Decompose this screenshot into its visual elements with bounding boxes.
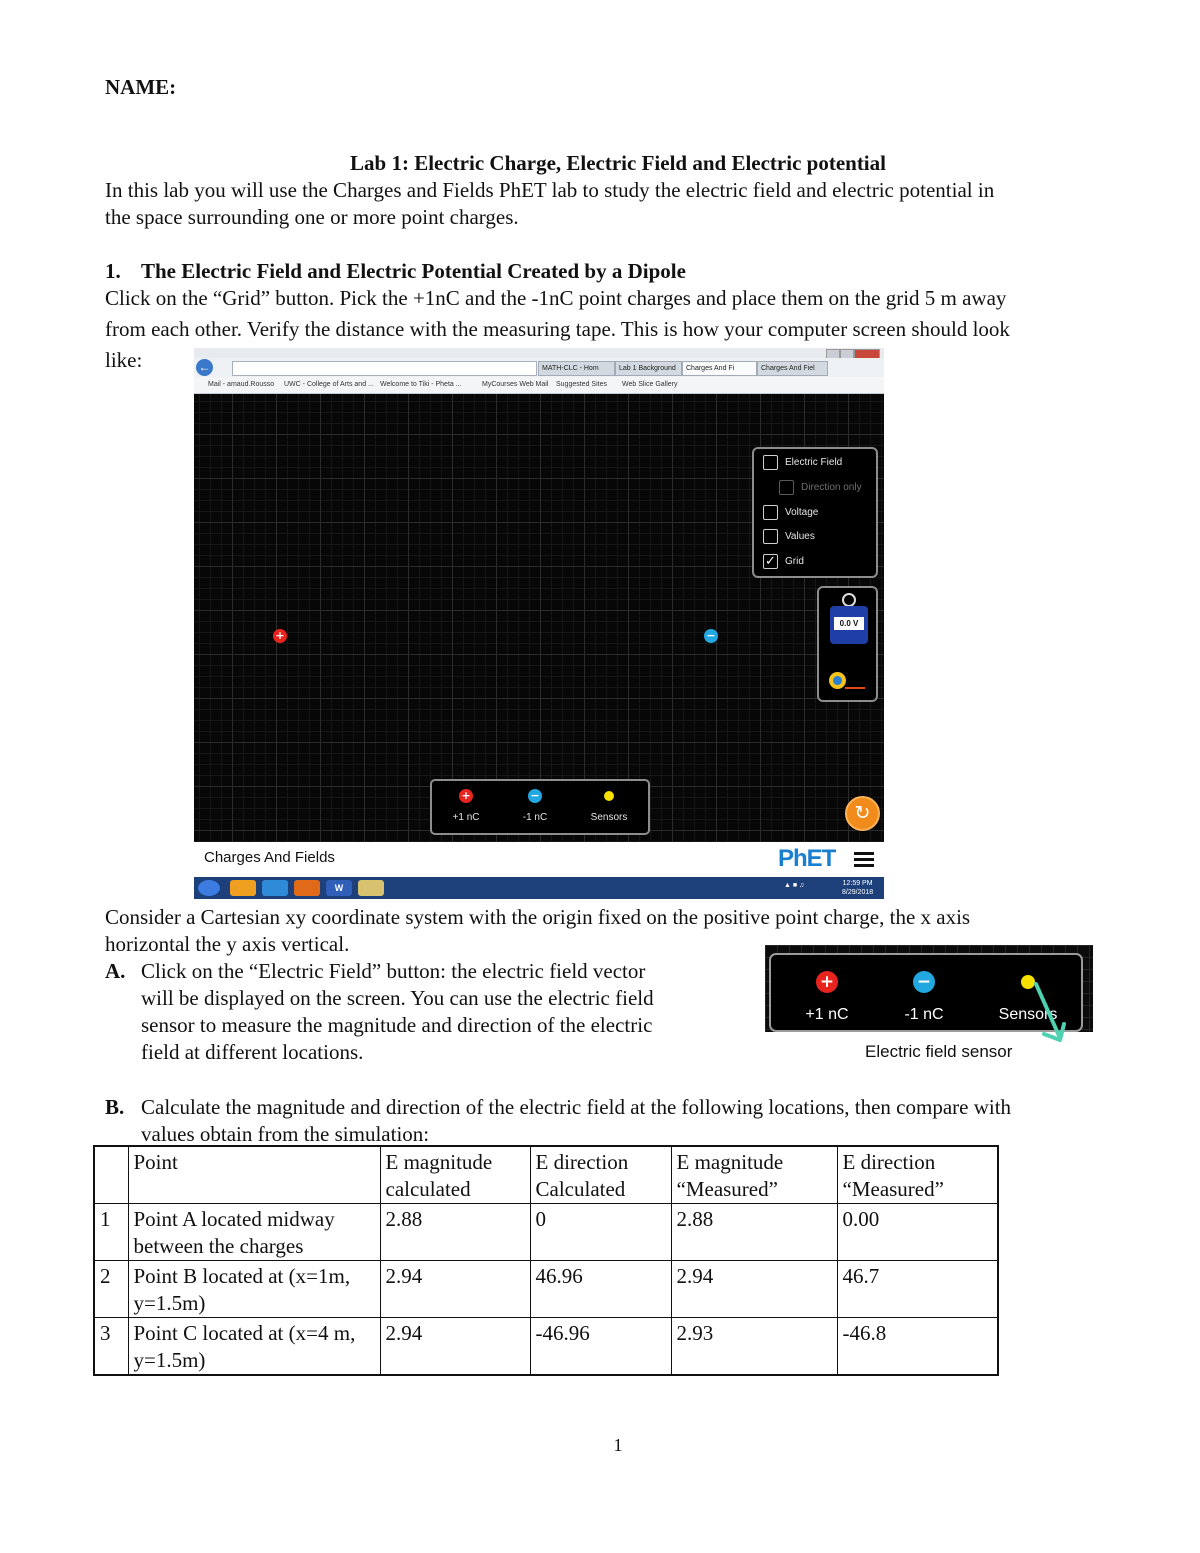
table-row [94,1261,998,1318]
direction-only-label: Direction only [801,482,862,493]
control-panel [752,447,878,578]
part-a-line-3: sensor to measure the magnitude and direction of the electric [141,1013,653,1037]
table-row [94,1318,998,1376]
values-checkbox[interactable] [763,528,815,546]
table-header-cell: E magnitude “Measured” [671,1146,837,1204]
window-titlebar [194,348,884,358]
positive-charge-label: +1 nC [452,812,480,823]
phet-logo[interactable]: PhET [778,845,836,872]
table-cell: 2 [94,1261,128,1318]
sensor-pointer-arrow-icon [1030,980,1070,1046]
browser-tab-4[interactable]: Charges And Fiel [757,361,828,376]
table-cell: 0 [530,1204,671,1261]
part-b-label: B. [105,1095,125,1119]
negative-charge-icon[interactable]: − [528,789,542,803]
phet-screenshot [194,348,884,899]
bookmark-2[interactable]: UWC - College of Arts and ... [284,381,374,388]
name-label: NAME: [105,75,177,99]
coordinate-line-2: horizontal the y axis vertical. [105,932,350,956]
values-label: Values [785,531,815,542]
internet-explorer-icon[interactable] [262,880,288,896]
sim-title: Charges And Fields [204,849,335,866]
checkmark-icon: ✓ [763,554,778,569]
table-cell: Point B located at (x=1m, y=1.5m) [128,1261,380,1318]
part-a-line-1: Click on the “Electric Field” button: the electric field vector [141,959,646,983]
part-a-label: A. [105,959,126,983]
start-button-icon[interactable] [198,880,220,896]
placed-negative-charge-icon[interactable]: − [704,629,718,643]
part-a-line-2: will be displayed on the screen. You can use the electric field [141,986,654,1010]
section-line-2: from each other. Verify the distance with the measuring tape. This is how your computer screen should look [105,317,1010,341]
charge-palette [430,779,650,835]
direction-only-checkbox[interactable] [779,479,862,497]
voltmeter-handle-icon[interactable] [842,593,856,607]
toolbox-panel [817,586,878,702]
table-cell: 2.88 [380,1204,530,1261]
table-cell: 1 [94,1204,128,1261]
section-line-3: like: [105,348,143,372]
table-header-row [94,1146,998,1204]
browser-tab-2[interactable]: Lab 1 Background [615,361,682,376]
checkbox-icon [779,480,794,495]
taskbar-clock [842,879,873,897]
closeup-positive-charge-icon: + [816,971,838,993]
closeup-positive-label: +1 nC [805,1006,849,1023]
table-cell: 2.93 [671,1318,837,1376]
table-header-cell: E direction Calculated [530,1146,671,1204]
placed-positive-charge-icon[interactable]: + [273,629,287,643]
electric-field-label: Electric Field [785,457,843,468]
folder-icon[interactable] [358,880,384,896]
part-a-line-4: field at different locations. [141,1040,364,1064]
grid-label: Grid [785,556,804,567]
table-cell: 2.94 [671,1261,837,1318]
section-line-1: Click on the “Grid” button. Pick the +1nC and the -1nC point charges and place them on the grid 5 m away [105,286,1007,310]
voltmeter-reading: 0.0 V [834,617,864,630]
table-header-cell: Point [128,1146,380,1204]
table-cell: Point C located at (x=4 m, y=1.5m) [128,1318,380,1376]
clock-date: 8/29/2018 [842,889,874,896]
browser-tab-1[interactable]: MATH-CLC - Hom [538,361,615,376]
voltmeter-tool[interactable] [830,606,868,644]
measuring-tape-icon[interactable] [829,672,846,689]
part-b-line-2: values obtain from the simulation: [141,1122,430,1146]
bookmarks-bar [194,377,884,394]
table-cell: -46.96 [530,1318,671,1376]
part-b-line-1: Calculate the magnitude and direction of the electric field at the following locations, then compare with [141,1095,1012,1119]
closeup-negative-label: -1 nC [904,1006,944,1023]
table-cell: 3 [94,1318,128,1376]
voltage-checkbox[interactable] [763,504,818,522]
intro-line-2: the space surrounding one or more point charges. [105,205,519,229]
table-header-cell: E direction “Measured” [837,1146,998,1204]
intro-line-1: In this lab you will use the Charges and Fields PhET lab to study the electric field and electric potential in [105,178,995,202]
negative-charge-label: -1 nC [522,812,548,823]
table-cell: 2.94 [380,1318,530,1376]
sensor-icon[interactable] [604,791,614,801]
closeup-sensors-label: Sensors [998,1006,1058,1023]
back-arrow-icon[interactable]: ← [196,359,213,376]
checkbox-icon [763,529,778,544]
results-table [93,1145,999,1376]
sensor-caption: Electric field sensor [865,1042,1013,1061]
bookmark-4[interactable]: MyCourses Web Mail [482,381,549,388]
page-number: 1 [613,1435,623,1455]
section-heading: The Electric Field and Electric Potential Created by a Dipole [141,259,686,283]
positive-charge-icon[interactable]: + [459,789,473,803]
measuring-tape-line [845,687,865,689]
table-cell: 2.88 [671,1204,837,1261]
grid-checkbox[interactable] [763,553,804,571]
coordinate-line-1: Consider a Cartesian xy coordinate system with the origin fixed on the positive point charge, the x axis [105,905,971,929]
bookmark-3[interactable]: Welcome to Tiki - Pheta ... [380,381,462,388]
table-cell: 2.94 [380,1261,530,1318]
table-cell: 0.00 [837,1204,998,1261]
reset-icon[interactable]: ↻ [845,796,880,831]
lab-title: Lab 1: Electric Charge, Electric Field and Electric potential [350,151,886,175]
closeup-negative-charge-icon: − [913,971,935,993]
word-icon[interactable]: W [326,880,352,896]
table-header-cell: E magnitude calculated [380,1146,530,1204]
table-row [94,1204,998,1261]
table-cell: 46.7 [837,1261,998,1318]
clock-time: 12:59 PM [842,880,873,887]
system-tray-icons[interactable]: ▲ ■ ♫ [784,882,805,889]
table-cell: 46.96 [530,1261,671,1318]
sim-footer [194,842,884,877]
media-player-icon[interactable] [294,880,320,896]
browser-tab-3[interactable]: Charges And Fi [682,361,757,376]
voltage-label: Voltage [785,507,819,518]
checkbox-icon [763,455,778,470]
sim-grid-canvas[interactable] [194,394,884,842]
bookmark-5[interactable]: Suggested Sites [556,381,607,388]
url-field[interactable] [232,361,537,376]
bookmark-1[interactable]: Mail - amaud.Rousso [208,381,275,388]
windows-taskbar [194,877,884,899]
section-number: 1. [105,259,121,283]
checkbox-icon [763,505,778,520]
electric-field-checkbox[interactable] [763,454,842,472]
table-cell: -46.8 [837,1318,998,1376]
sensors-label: Sensors [590,812,628,823]
bookmark-6[interactable]: Web Slice Gallery [622,381,678,388]
hamburger-menu-icon[interactable] [854,852,874,868]
table-header-cell [94,1146,128,1204]
explorer-icon[interactable] [230,880,256,896]
table-cell: Point A located midway between the charges [128,1204,380,1261]
